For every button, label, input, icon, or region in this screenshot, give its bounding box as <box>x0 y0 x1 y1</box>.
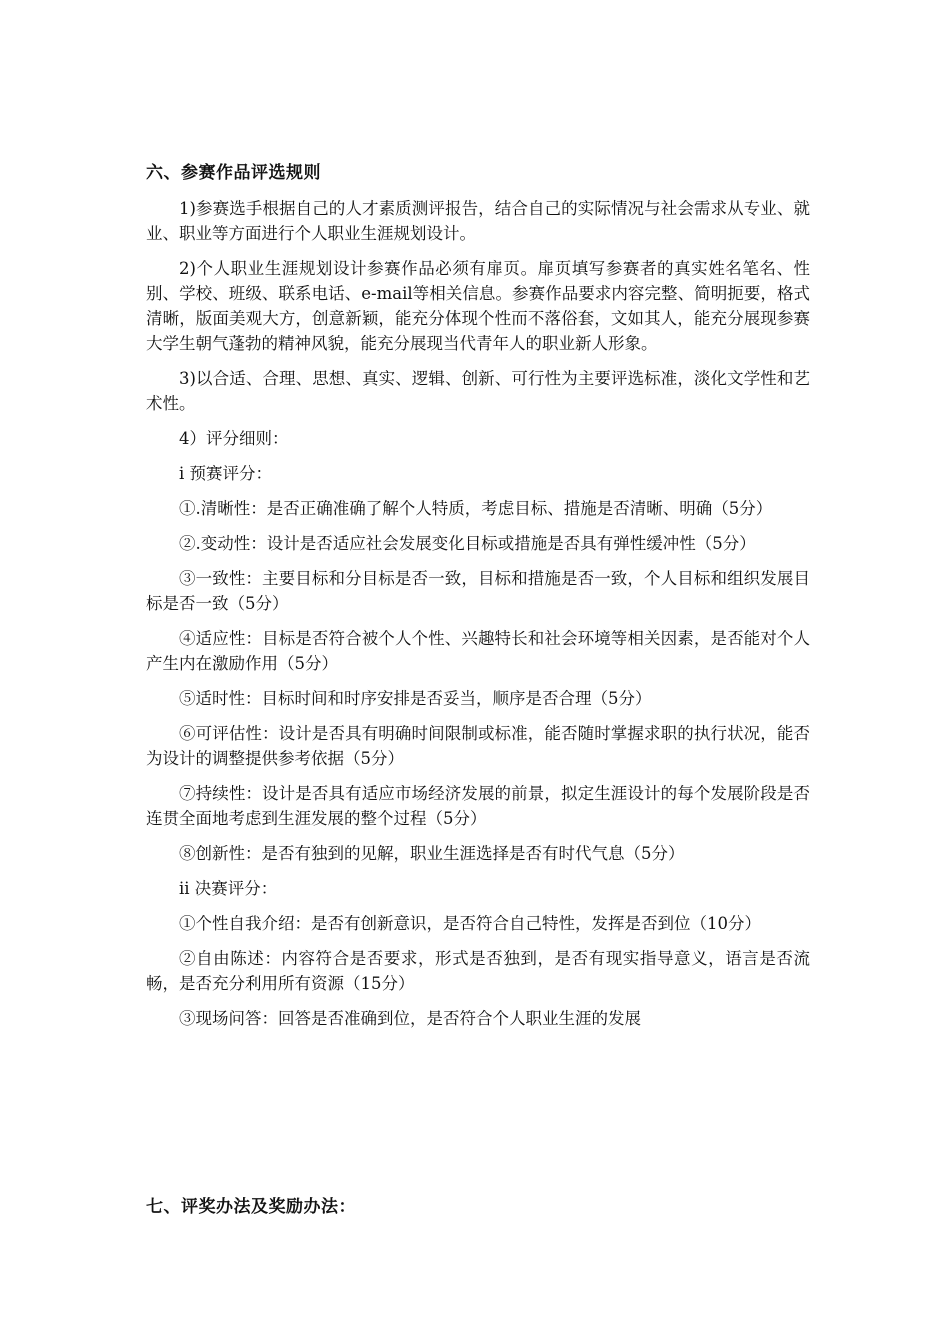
section-heading-awards: 七、评奖办法及奖励办法： <box>146 1197 356 1217</box>
evaluation-rules-body <box>146 196 810 1041</box>
paragraph-rule-2: 2)个人职业生涯规划设计参赛作品必须有扉页。扉页填写参赛者的真实姓名笔名、性别、学校、班级、联系电话、e-mail等相关信息。参赛作品要求内容完整、简明扼要，格式清晰，版面美观大方，创意新颖，能充分体现个性而不落俗套，文如其人，能充分展现参赛大学生朝气蓬勃的精神风貌，能充分展现当代青年人的职业新人形象。 <box>146 259 810 353</box>
paragraph-rule-1: 1)参赛选手根据自己的人才素质测评报告，结合自己的实际情况与社会需求从专业、就业、职业等方面进行个人职业生涯规划设计。 <box>146 199 810 243</box>
paragraph-rule-3: 3)以合适、合理、思想、真实、逻辑、创新、可行性为主要评选标准，淡化文学性和艺术性。 <box>146 369 810 413</box>
paragraph-prelim-adaptability: ④适应性：目标是否符合被个人个性、兴趣特长和社会环境等相关因素，是否能对个人产生内在激励作用（5分） <box>146 629 810 673</box>
paragraph-final-free-statement: ②自由陈述：内容符合是否要求，形式是否独到，是否有现实指导意义，语言是否流畅，是否充分利用所有资源（15分） <box>146 949 810 993</box>
paragraph-prelim-innovation: ⑧创新性：是否有独到的见解，职业生涯选择是否有时代气息（5分） <box>179 844 685 863</box>
paragraph-prelim-title: i 预赛评分： <box>179 464 273 483</box>
paragraph-prelim-consistency: ③一致性：主要目标和分目标是否一致，目标和措施是否一致，个人目标和组织发展目标是否一致（5分） <box>146 569 810 613</box>
paragraph-prelim-evaluability: ⑥可评估性：设计是否具有明确时间限制或标准，能否随时掌握求职的执行状况，能否为设计的调整提供参考依据（5分） <box>146 724 810 768</box>
paragraph-final-qa: ③现场问答：回答是否准确到位，是否符合个人职业生涯的发展 <box>179 1009 641 1028</box>
paragraph-final-title: ii 决赛评分： <box>179 879 278 898</box>
paragraph-prelim-sustainability: ⑦持续性：设计是否具有适应市场经济发展的前景，拟定生涯设计的每个发展阶段是否连贯全面地考虑到生涯发展的整个过程（5分） <box>146 784 810 828</box>
paragraph-rule-4: 4）评分细则： <box>179 429 289 448</box>
section-heading-evaluation-rules: 六、参赛作品评选规则 <box>146 163 321 183</box>
paragraph-prelim-timeliness: ⑤适时性：目标时间和时序安排是否妥当，顺序是否合理（5分） <box>179 689 652 708</box>
paragraph-final-self-intro: ①个性自我介绍：是否有创新意识，是否符合自己特性，发挥是否到位（10分） <box>179 914 761 933</box>
paragraph-prelim-variability: ②.变动性：设计是否适应社会发展变化目标或措施是否具有弹性缓冲性（5分） <box>179 534 756 553</box>
paragraph-prelim-clarity: ①.清晰性：是否正确准确了解个人特质，考虑目标、措施是否清晰、明确（5分） <box>179 499 773 518</box>
